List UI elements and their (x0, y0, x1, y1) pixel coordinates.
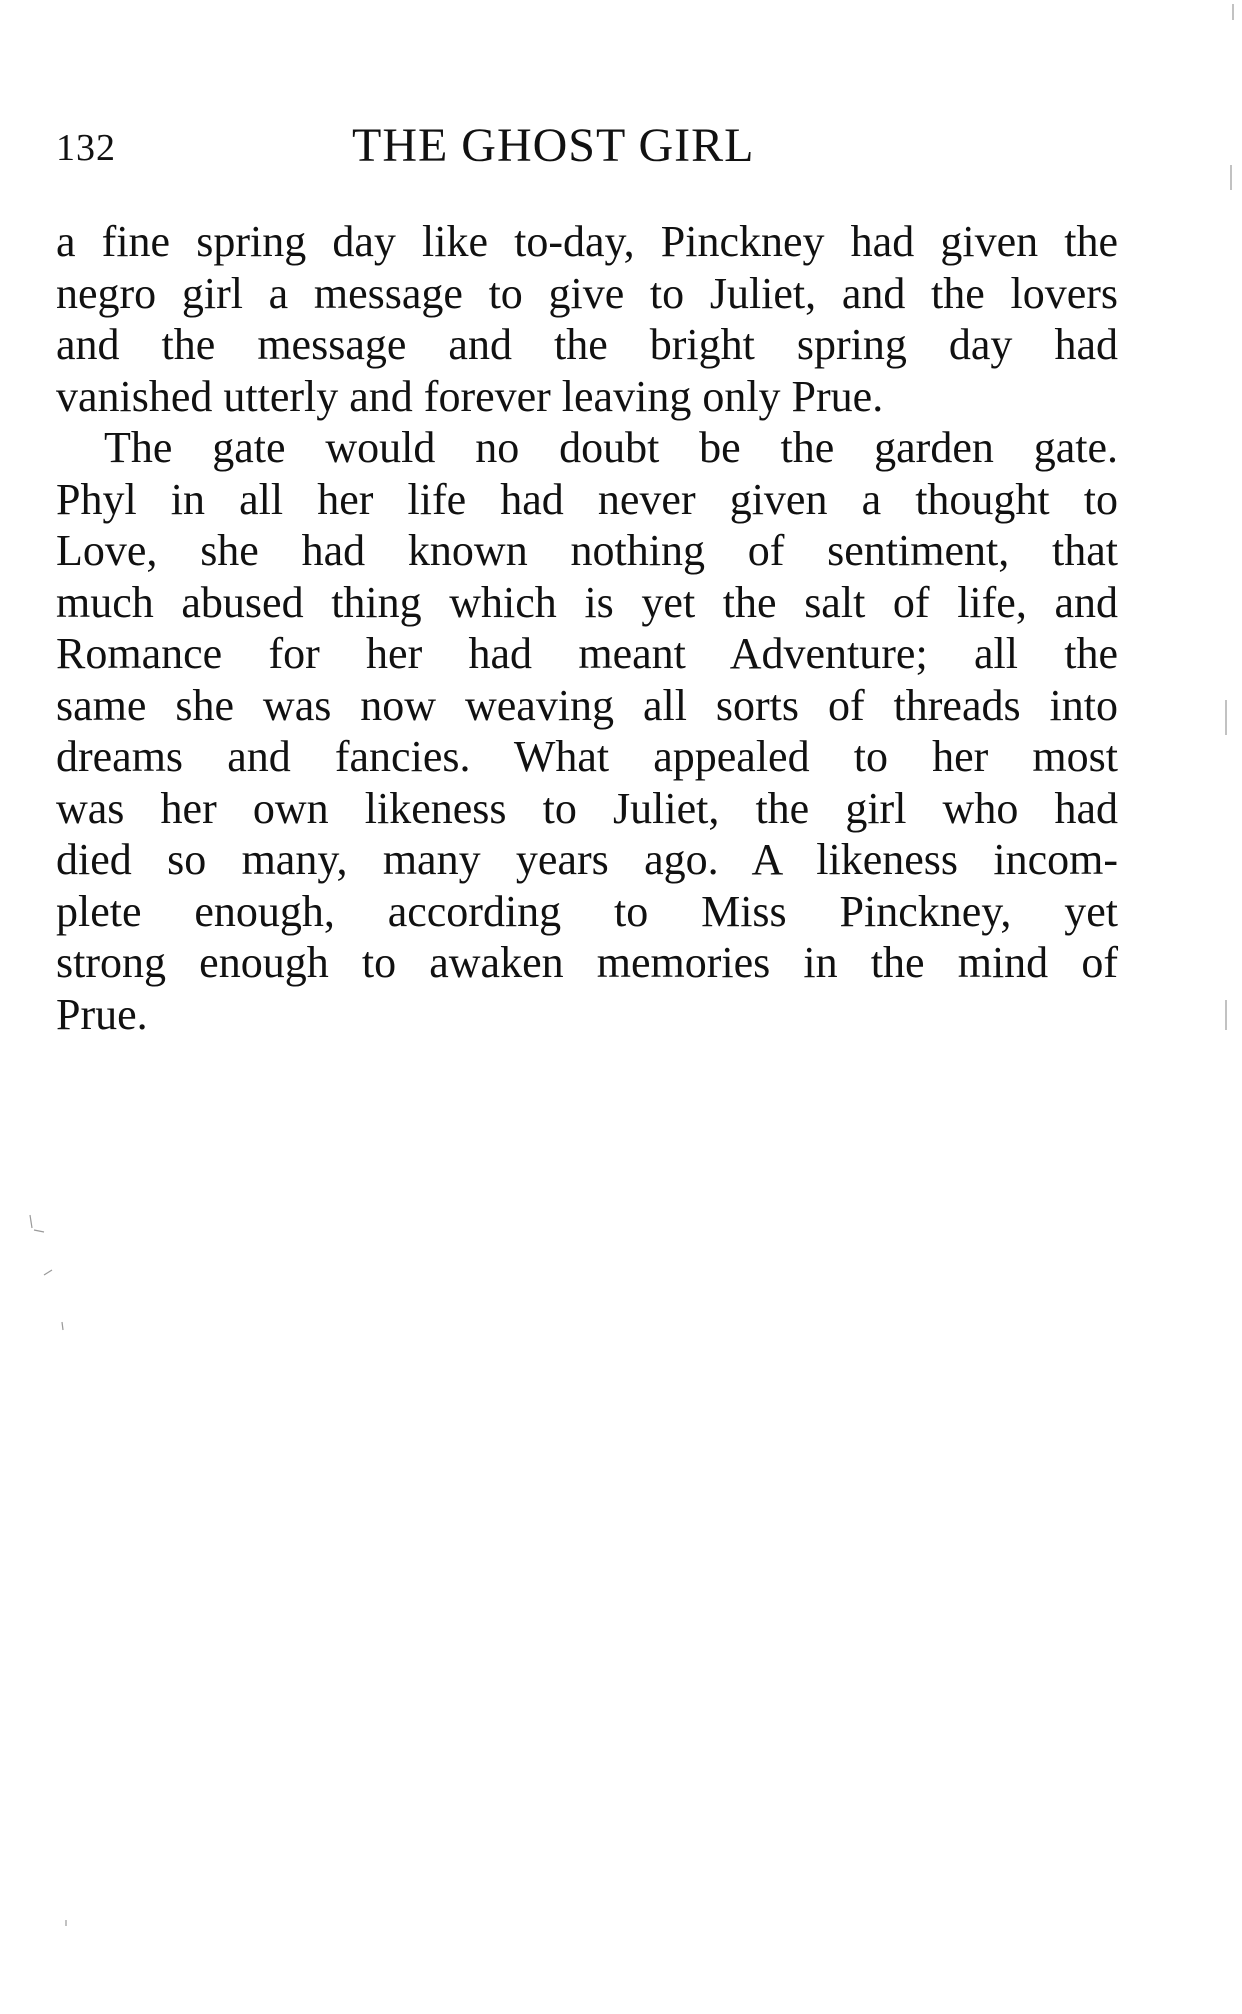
text-line: a fine spring day like to-day, Pinckney had given the (56, 217, 1118, 266)
scan-speck (34, 1230, 44, 1232)
scan-speck (62, 1322, 63, 1330)
text-line: and the message and the bright spring day had (56, 320, 1118, 369)
text-line: negro girl a message to give to Juliet, and the lovers (56, 268, 1118, 318)
text-line: strong enough to awaken memories in the mind of (56, 938, 1118, 987)
text-line: vanished utterly and forever leaving only Prue. (56, 371, 884, 421)
text-line: Romance for her had meant Adventure; all the (56, 629, 1118, 678)
text-line: The gate would no doubt be the garden gate. (104, 423, 1118, 472)
text-line: Phyl in all her life had never given a thought to (56, 474, 1118, 524)
text-line: died so many, many years ago. A likeness incom- (56, 835, 1118, 884)
paragraph-1 (56, 216, 1118, 422)
paragraph-2 (56, 422, 1118, 1040)
text-line: Love, she had known nothing of sentiment, that (56, 526, 1118, 575)
text-line: was her own likeness to Juliet, the girl who had (56, 783, 1118, 833)
text-line: much abused thing which is yet the salt of life, and (56, 577, 1118, 627)
body-text (56, 216, 1118, 1040)
page-number: 132 (56, 127, 116, 169)
scan-speck (44, 1270, 52, 1275)
running-title: THE GHOST GIRL (352, 119, 755, 172)
text-line: plete enough, according to Miss Pinckney, yet (56, 886, 1118, 936)
text-line: Prue. (56, 989, 148, 1039)
running-head (56, 118, 1116, 178)
scan-speck (30, 1215, 32, 1228)
text-line: same she was now weaving all sorts of threads into (56, 680, 1118, 730)
text-line: dreams and fancies. What appealed to her most (56, 732, 1118, 781)
